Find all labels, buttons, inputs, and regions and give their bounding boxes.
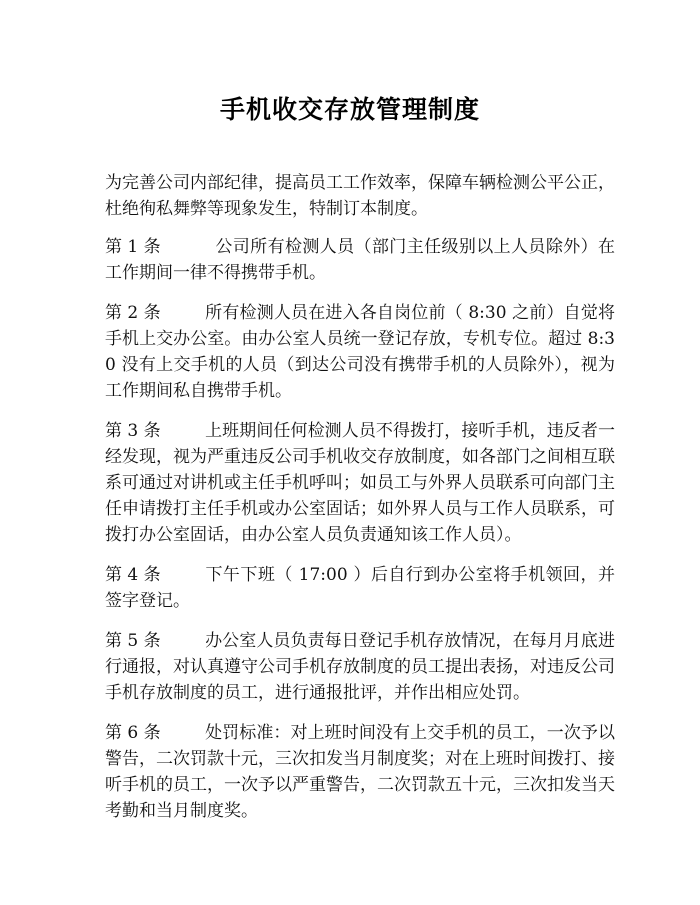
article-4-label: 第 4 条: [105, 565, 161, 585]
article-2: [105, 300, 615, 404]
intro-paragraph: 为完善公司内部纪律，提高员工工作效率，保障车辆检测公平公正，杜绝徇私舞弊等现象发生，特制订本制度。: [105, 173, 615, 219]
article-6-text: 处罚标准：对上班时间没有上交手机的员工，一次予以警告，二次罚款十元，三次扣发当月制度奖；对在上班时间拨打、接听手机的员工，一次予以严重警告，二次罚款五十元，三次扣发当天考勤和当月制度奖。: [105, 723, 615, 821]
document-title: 手机收交存放管理制度: [219, 95, 480, 124]
article-5-text: 办公室人员负责每日登记手机存放情况，在每月月底进行通报，对认真遵守公司手机存放制度的员工提出表扬，对违反公司手机存放制度的员工，进行通报批评，并作出相应处罚。: [105, 631, 615, 703]
article-5-label: 第 5 条: [105, 631, 161, 651]
article-3: [105, 418, 615, 548]
article-1-text: 公司所有检测人员（部门主任级别以上人员除外）在工作期间一律不得携带手机。: [105, 237, 615, 283]
article-4-text: 下午下班（ 17:00 ）后自行到办公室将手机领回，并签字登记。: [105, 565, 615, 611]
article-6-label: 第 6 条: [105, 723, 161, 743]
article-1: [105, 234, 615, 286]
document-body: [105, 170, 615, 838]
article-6: [105, 720, 615, 824]
article-1-label: 第 1 条: [105, 237, 161, 257]
article-5: [105, 628, 615, 706]
article-2-text: 所有检测人员在进入各自岗位前（ 8:30 之前）自觉将手机上交办公室。由办公室人员统一登记存放，专机专位。超过 8:30 没有上交手机的人员（到达公司没有携带手机的人员除外），视为工作期间私自携带手机。: [105, 303, 615, 401]
article-3-text: 上班期间任何检测人员不得拨打，接听手机，违反者一经发现，视为严重违反公司手机收交存放制度，如各部门之间相互联系可通过对讲机或主任手机呼叫；如员工与外界人员联系可向部门主任申请拨打主任手机或办公室固话；如外界人员与工作人员联系，可拨打办公室固话，由办公室人员负责通知该工作人员）。: [105, 421, 615, 545]
article-3-label: 第 3 条: [105, 421, 161, 441]
article-2-label: 第 2 条: [105, 303, 161, 323]
article-4: [105, 562, 615, 614]
